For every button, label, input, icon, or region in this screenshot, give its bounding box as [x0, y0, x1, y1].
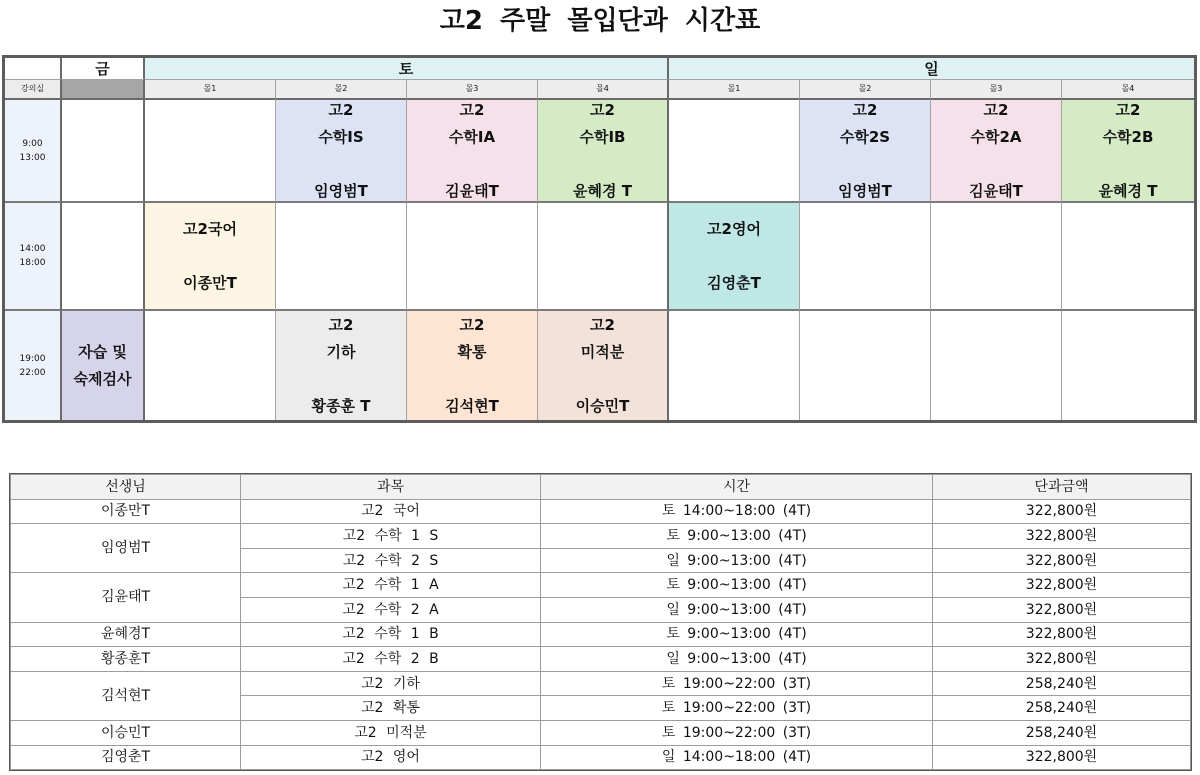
fee-row [11, 499, 1191, 524]
class-block [538, 100, 669, 203]
period-time-cell [5, 203, 62, 311]
empty-slot [800, 311, 931, 420]
fee-cell: 322,800원 [933, 745, 1191, 770]
empty-slot [538, 203, 669, 311]
subject-cell: 고2 수학 2 S [241, 548, 541, 573]
class-title-line: 고2 [459, 100, 485, 119]
class-block [1062, 100, 1194, 203]
page-title: 고2 주말 몰입단과 시간표 [439, 6, 761, 36]
class-teacher: 임영범T [838, 181, 892, 200]
class-title-line: 확통 [457, 342, 487, 361]
fee-cell: 322,800원 [933, 548, 1191, 573]
empty-slot [931, 311, 1062, 420]
teacher-cell: 이종만T [11, 499, 241, 524]
room-header-sun-3: 몰3 [931, 80, 1062, 100]
class-title-line: 고2 [852, 100, 878, 119]
subject-cell: 고2 미적분 [241, 720, 541, 745]
fee-cell: 322,800원 [933, 597, 1191, 622]
fee-header-row [11, 475, 1191, 500]
class-title-line: 고2 [590, 315, 615, 334]
subject-cell: 고2 확통 [241, 696, 541, 721]
subject-header: 과목 [241, 475, 541, 500]
class-teacher: 황종훈 T [311, 396, 371, 415]
subject-cell: 고2 국어 [241, 499, 541, 524]
fee-table [10, 474, 1191, 770]
fee-cell: 322,800원 [933, 499, 1191, 524]
timetable-grid [5, 58, 1194, 420]
fee-row [11, 745, 1191, 770]
teacher-cell: 김석현T [11, 671, 241, 720]
empty-slot [800, 203, 931, 311]
empty-slot [276, 203, 407, 311]
room-header-sun-2: 몰2 [800, 80, 931, 100]
class-title-line: 고2 [459, 315, 485, 334]
time-cell: 일 14:00~18:00 (4T) [541, 745, 933, 770]
subject-cell: 고2 수학 1 S [241, 524, 541, 549]
period-start-time: 19:00 [19, 353, 46, 364]
time-cell: 토 19:00~22:00 (3T) [541, 720, 933, 745]
empty-slot [407, 203, 538, 311]
fee-cell: 322,800원 [933, 524, 1191, 549]
class-teacher: 윤혜경 T [573, 181, 632, 200]
class-title-line: 자습 및 [78, 342, 127, 361]
period-time-cell [5, 100, 62, 203]
class-block [407, 100, 538, 203]
class-teacher: 임영범T [314, 181, 368, 200]
fee-row [11, 647, 1191, 672]
class-teacher: 김윤태T [445, 181, 499, 200]
class-title-line: 기하 [326, 342, 356, 361]
day-header-sat: 토 [145, 58, 669, 80]
class-title-line: 숙제검사 [73, 369, 132, 388]
period-end-time: 13:00 [19, 152, 46, 163]
class-title-line: 수학2A [970, 127, 1022, 146]
class-title-line: 고2 [1115, 100, 1141, 119]
class-block [931, 100, 1062, 203]
fri-room-cell [62, 80, 145, 100]
fee-row [11, 622, 1191, 647]
time-cell: 토 19:00~22:00 (3T) [541, 671, 933, 696]
class-title-line: 고2국어 [183, 219, 237, 238]
time-cell: 일 9:00~13:00 (4T) [541, 597, 933, 622]
class-block [538, 311, 669, 420]
room-header-sun-4: 몰4 [1062, 80, 1194, 100]
day-header-sun: 일 [669, 58, 1194, 80]
class-teacher: 김윤태T [969, 181, 1023, 200]
class-title-line: 수학2S [839, 127, 891, 146]
period-end-time: 22:00 [19, 367, 46, 378]
period-start-time: 9:00 [22, 138, 43, 149]
day-header-fri: 금 [62, 58, 145, 80]
room-header-sat-4: 몰4 [538, 80, 669, 100]
empty-slot [1062, 203, 1194, 311]
fee-cell: 322,800원 [933, 647, 1191, 672]
time-cell: 토 9:00~13:00 (4T) [541, 524, 933, 549]
teacher-cell: 황종훈T [11, 647, 241, 672]
class-teacher: 이종만T [183, 273, 237, 292]
class-teacher: 김석현T [445, 396, 499, 415]
class-block [276, 311, 407, 420]
period-time-cell [5, 311, 62, 420]
time-cell: 토 14:00~18:00 (4T) [541, 499, 933, 524]
time-cell: 일 9:00~13:00 (4T) [541, 548, 933, 573]
time-cell: 토 9:00~13:00 (4T) [541, 573, 933, 598]
time-cell: 토 9:00~13:00 (4T) [541, 622, 933, 647]
class-teacher: 윤혜경 T [1098, 181, 1158, 200]
empty-slot [669, 100, 800, 203]
class-title-line: 수학ⅠA [448, 127, 496, 146]
room-header-sat-3: 몰3 [407, 80, 538, 100]
subject-cell: 고2 수학 2 B [241, 647, 541, 672]
fee-table-body [11, 499, 1191, 770]
subject-cell: 고2 영어 [241, 745, 541, 770]
teacher-cell: 이승민T [11, 720, 241, 745]
time-cell: 토 19:00~22:00 (3T) [541, 696, 933, 721]
class-title-line: 고2 [983, 100, 1009, 119]
room-header-sat-2: 몰2 [276, 80, 407, 100]
teacher-cell: 김영춘T [11, 745, 241, 770]
empty-slot [62, 100, 145, 203]
class-block [145, 203, 276, 311]
class-title-line: 수학2B [1102, 127, 1154, 146]
class-block [276, 100, 407, 203]
teacher-cell: 김윤태T [11, 573, 241, 622]
class-block [407, 311, 538, 420]
fee-row [11, 671, 1191, 696]
time-header: 시간 [541, 475, 933, 500]
empty-slot [145, 100, 276, 203]
period-start-time: 14:00 [19, 244, 46, 254]
empty-slot [145, 311, 276, 420]
class-title-line: 고2 [328, 100, 354, 119]
class-title-line: 고2 [590, 100, 615, 119]
fee-header: 단과금액 [933, 475, 1191, 500]
empty-slot [669, 311, 800, 420]
room-header-sun-1: 몰1 [669, 80, 800, 100]
class-title-line: 고2 [328, 315, 354, 334]
teacher-cell: 윤혜경T [11, 622, 241, 647]
class-teacher: 이승민T [575, 396, 630, 415]
room-header: 강의실 [5, 80, 62, 100]
fee-row [11, 524, 1191, 549]
teacher-cell: 임영범T [11, 524, 241, 573]
class-title-line: 수학ⅠS [318, 127, 364, 146]
subject-cell: 고2 수학 2 A [241, 597, 541, 622]
subject-cell: 고2 수학 1 B [241, 622, 541, 647]
fee-row [11, 720, 1191, 745]
empty-slot [1062, 311, 1194, 420]
class-teacher: 김영춘T [707, 273, 761, 292]
subject-cell: 고2 수학 1 A [241, 573, 541, 598]
room-header-sat-1: 몰1 [145, 80, 276, 100]
fee-row [11, 573, 1191, 598]
time-cell: 일 9:00~13:00 (4T) [541, 647, 933, 672]
class-title-line: 수학ⅠB [579, 127, 626, 146]
corner-cell [5, 58, 62, 80]
class-title-line: 미적분 [580, 342, 625, 361]
empty-slot [931, 203, 1062, 311]
fee-cell: 258,240원 [933, 720, 1191, 745]
teacher-header: 선생님 [11, 475, 241, 500]
fee-cell: 322,800원 [933, 622, 1191, 647]
fee-cell: 258,240원 [933, 696, 1191, 721]
empty-slot [62, 203, 145, 311]
period-end-time: 18:00 [19, 258, 46, 268]
subject-cell: 고2 기하 [241, 671, 541, 696]
class-block [669, 203, 800, 311]
class-block [62, 311, 145, 420]
class-title-line: 고2영어 [707, 219, 761, 238]
fee-cell: 322,800원 [933, 573, 1191, 598]
fee-cell: 258,240원 [933, 671, 1191, 696]
class-block [800, 100, 931, 203]
